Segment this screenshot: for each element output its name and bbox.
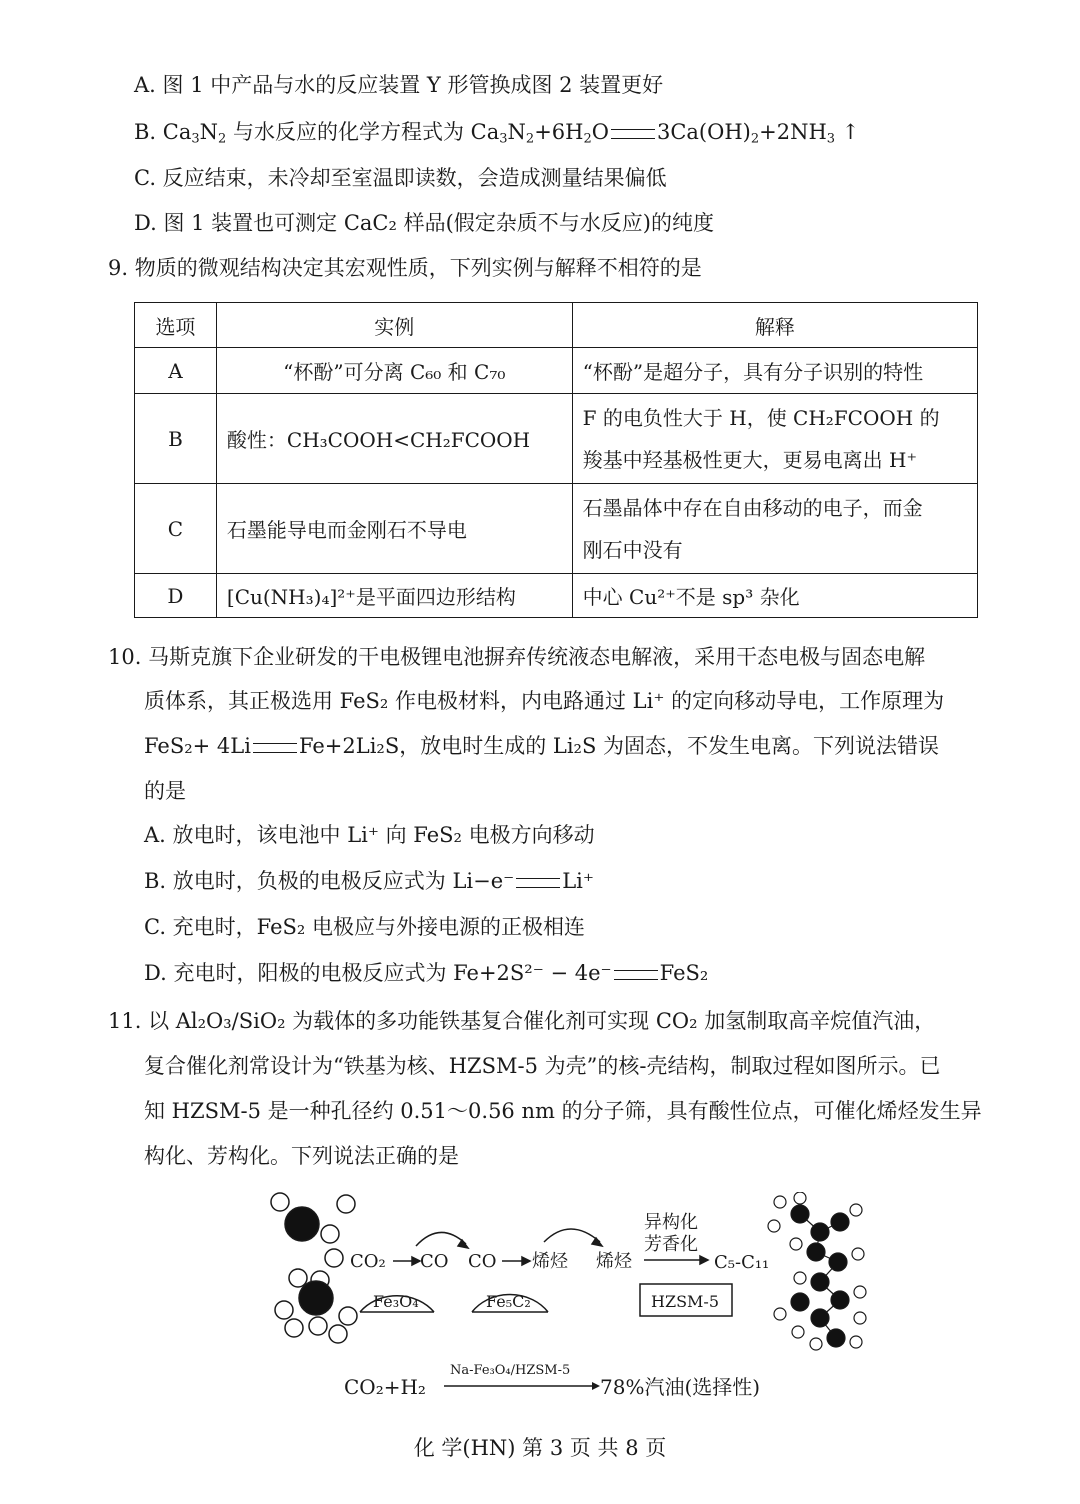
atom-open <box>271 1193 289 1211</box>
atom-open <box>794 1272 806 1284</box>
atom-open <box>289 1269 307 1287</box>
table-cell-explain: 中心 Cu²⁺不是 sp³ 杂化 <box>572 574 977 618</box>
atom-filled <box>811 1309 829 1327</box>
q8-option-a: A. 图 1 中产品与水的反应装置 Y 形管换成图 2 装置更好 <box>134 73 664 97</box>
q10-stem-line3 <box>144 731 939 761</box>
atom-open <box>810 1338 822 1350</box>
q11-stem-line3: 知 HZSM-5 是一种孔径约 0.51～0.56 nm 的分子筛，具有酸性位点，可催化烯烃发生异 <box>144 1099 982 1123</box>
q8-b-part: 与水反应的化学方程式为 Ca <box>233 120 500 144</box>
table-cell-option: C <box>135 484 217 574</box>
overall-eq-left: CO₂+H₂ <box>344 1375 426 1399</box>
atom-filled <box>285 1207 319 1241</box>
atom-filled <box>791 1293 809 1311</box>
arrowhead <box>522 1257 530 1265</box>
q10-d-part: FeS₂ <box>659 961 709 985</box>
atom-filled <box>791 1205 809 1223</box>
page-footer: 化 学(HN) 第 3 页 共 8 页 <box>413 1436 667 1460</box>
q9-stem: 9. 物质的微观结构决定其宏观性质，下列实例与解释不相符的是 <box>108 256 702 280</box>
atom-filled <box>811 1223 829 1241</box>
explain-line: 石墨晶体中存在自由移动的电子，而金 <box>582 495 923 520</box>
table-cell-explain <box>572 484 977 574</box>
q11-stem-line1: 11. 以 Al₂O₃/SiO₂ 为载体的多功能铁基复合催化剂可实现 CO₂ 加氢制取高辛烷值汽油， <box>108 1009 936 1033</box>
q10-stem-part: Fe+2Li₂S，放电时生成的 Li₂S 为固态，不发生电离。下列说法错误 <box>298 734 940 758</box>
q11-stem-line4: 构化、芳构化。下列说法正确的是 <box>144 1144 459 1168</box>
atom-open <box>790 1238 802 1250</box>
q8-b-part: +6H <box>534 120 584 144</box>
arrowhead <box>458 1240 468 1248</box>
atom-open <box>768 1220 780 1232</box>
table-cell-example: “杯酚”可分离 C₆₀ 和 C₇₀ <box>216 348 572 394</box>
q10-stem-line2: 质体系，其正极选用 FeS₂ 作电极材料，内电路通过 Li⁺ 的定向移动导电，工作原理为 <box>144 689 945 713</box>
q10-stem-line1: 10. 马斯克旗下企业研发的干电极锂电池摒弃传统液态电解液，采用干态电极与固态电解 <box>108 645 926 669</box>
table-row <box>135 574 978 618</box>
table-cell-explain <box>572 394 977 484</box>
q10-option-d <box>144 958 708 988</box>
atom-filled <box>827 1329 845 1347</box>
olefin-label-2: 烯烃 <box>596 1251 632 1272</box>
co-label-2: CO <box>468 1251 497 1272</box>
co-label: CO <box>420 1251 449 1272</box>
aromatization-label: 芳香化 <box>644 1234 698 1255</box>
table-header-row <box>135 303 978 348</box>
co2-label: CO₂ <box>350 1251 386 1272</box>
q10-option-a: A. 放电时，该电池中 Li⁺ 向 FeS₂ 电极方向移动 <box>144 823 595 847</box>
atom-open <box>309 1317 327 1335</box>
table-header: 解释 <box>572 303 977 348</box>
catalysis-process-figure <box>260 1192 880 1422</box>
table-header: 选项 <box>135 303 217 348</box>
atom-open <box>850 1204 862 1216</box>
atom-filled <box>299 1281 333 1315</box>
q10-d-part: D. 充电时，阳极的电极反应式为 Fe+2S²⁻ − 4e⁻ <box>144 961 612 985</box>
table-row <box>135 484 978 574</box>
overall-eq-catalyst: Na-Fe₃O₄/HZSM-5 <box>450 1363 571 1378</box>
atom-open <box>774 1196 786 1208</box>
atom-filled <box>807 1243 825 1261</box>
atom-open <box>852 1248 864 1260</box>
explain-line: 刚石中没有 <box>582 537 683 562</box>
q8-b-part: B. Ca <box>134 120 192 144</box>
atom-filled <box>831 1213 849 1231</box>
q11-stem-line2: 复合催化剂常设计为“铁基为核、HZSM-5 为壳”的核-壳结构，制取过程如图所示。已 <box>144 1054 941 1078</box>
q10-stem-line4: 的是 <box>144 779 186 803</box>
table-cell-example: 石墨能导电而金刚石不导电 <box>216 484 572 574</box>
table-header: 实例 <box>216 303 572 348</box>
table-cell-explain: “杯酚”是超分子，具有分子识别的特性 <box>572 348 977 394</box>
table-cell-example: 酸性：CH₃COOH<CH₂FCOOH <box>216 394 572 484</box>
arrowhead <box>592 1238 602 1246</box>
atom-open <box>337 1195 355 1213</box>
catalyst-fe5c2: Fe₅C₂ <box>486 1292 531 1311</box>
atom-open <box>275 1301 293 1319</box>
atom-open <box>329 1325 347 1343</box>
atom-open <box>285 1319 303 1337</box>
explain-line: 羧基中羟基极性更大，更易电离出 H⁺ <box>582 447 918 472</box>
atom-open <box>792 1326 804 1338</box>
q9-table <box>134 302 978 618</box>
equals-sign <box>516 878 560 888</box>
q8-b-part: 3Ca(OH) <box>656 120 751 144</box>
left-molecule-cluster <box>271 1193 357 1343</box>
right-product-molecules <box>768 1192 866 1350</box>
atom-open <box>854 1312 866 1324</box>
atom-open <box>321 1225 339 1243</box>
q8-option-d: D. 图 1 装置也可测定 CaC₂ 样品(假定杂质不与水反应)的纯度 <box>134 211 714 235</box>
table-row <box>135 394 978 484</box>
q10-option-b <box>144 866 594 896</box>
curved-arrow <box>544 1229 600 1242</box>
table-row <box>135 348 978 394</box>
table-cell-option: D <box>135 574 217 618</box>
equals-sign <box>614 970 658 980</box>
arrowhead <box>700 1256 708 1264</box>
arrowhead <box>412 1257 420 1265</box>
q8-option-c: C. 反应结束，未冷却至室温即读数，会造成测量结果偏低 <box>134 166 667 190</box>
q10-stem-part: FeS₂+ 4Li <box>144 734 251 758</box>
explain-line: F 的电负性大于 H，使 CH₂FCOOH 的 <box>582 405 940 430</box>
atom-open <box>325 1249 343 1267</box>
arrowhead <box>592 1382 600 1390</box>
q8-b-part: +2NH <box>759 120 827 144</box>
olefin-label: 烯烃 <box>532 1251 568 1272</box>
atom-filled <box>829 1253 847 1271</box>
q10-option-c: C. 充电时，FeS₂ 电极应与外接电源的正极相连 <box>144 915 585 939</box>
q10-b-part: B. 放电时，负极的电极反应式为 Li−e⁻ <box>144 869 515 893</box>
table-cell-option: B <box>135 394 217 484</box>
product-label: C₅-C₁₁ <box>714 1252 770 1273</box>
table-cell-example: [Cu(NH₃)₄]²⁺是平面四边形结构 <box>216 574 572 618</box>
atom-open <box>774 1308 786 1320</box>
equals-sign <box>253 743 297 753</box>
equals-sign <box>611 129 655 139</box>
catalyst-fe3o4: Fe₃O₄ <box>373 1292 419 1311</box>
atom-open <box>850 1336 862 1348</box>
table-cell-option: A <box>135 348 217 394</box>
catalyst-hzsm5: HZSM-5 <box>651 1292 719 1311</box>
atom-filled <box>811 1273 829 1291</box>
atom-open <box>794 1192 806 1204</box>
atom-open <box>339 1307 357 1325</box>
atom-filled <box>831 1291 849 1309</box>
q8-option-b: B. $Ca_3N_2$ 与水反应的化学方程式为 $Ca_3N_2+6H_2O$ $3Ca(OH)_2+2NH_3$ ↑ <box>134 120 860 147</box>
q10-b-part: Li⁺ <box>562 869 594 893</box>
overall-eq-right: 78%汽油(选择性) <box>600 1375 761 1399</box>
gas-arrow: ↑ <box>841 120 860 144</box>
isomerization-label: 异构化 <box>644 1212 698 1233</box>
atom-open <box>854 1286 866 1298</box>
